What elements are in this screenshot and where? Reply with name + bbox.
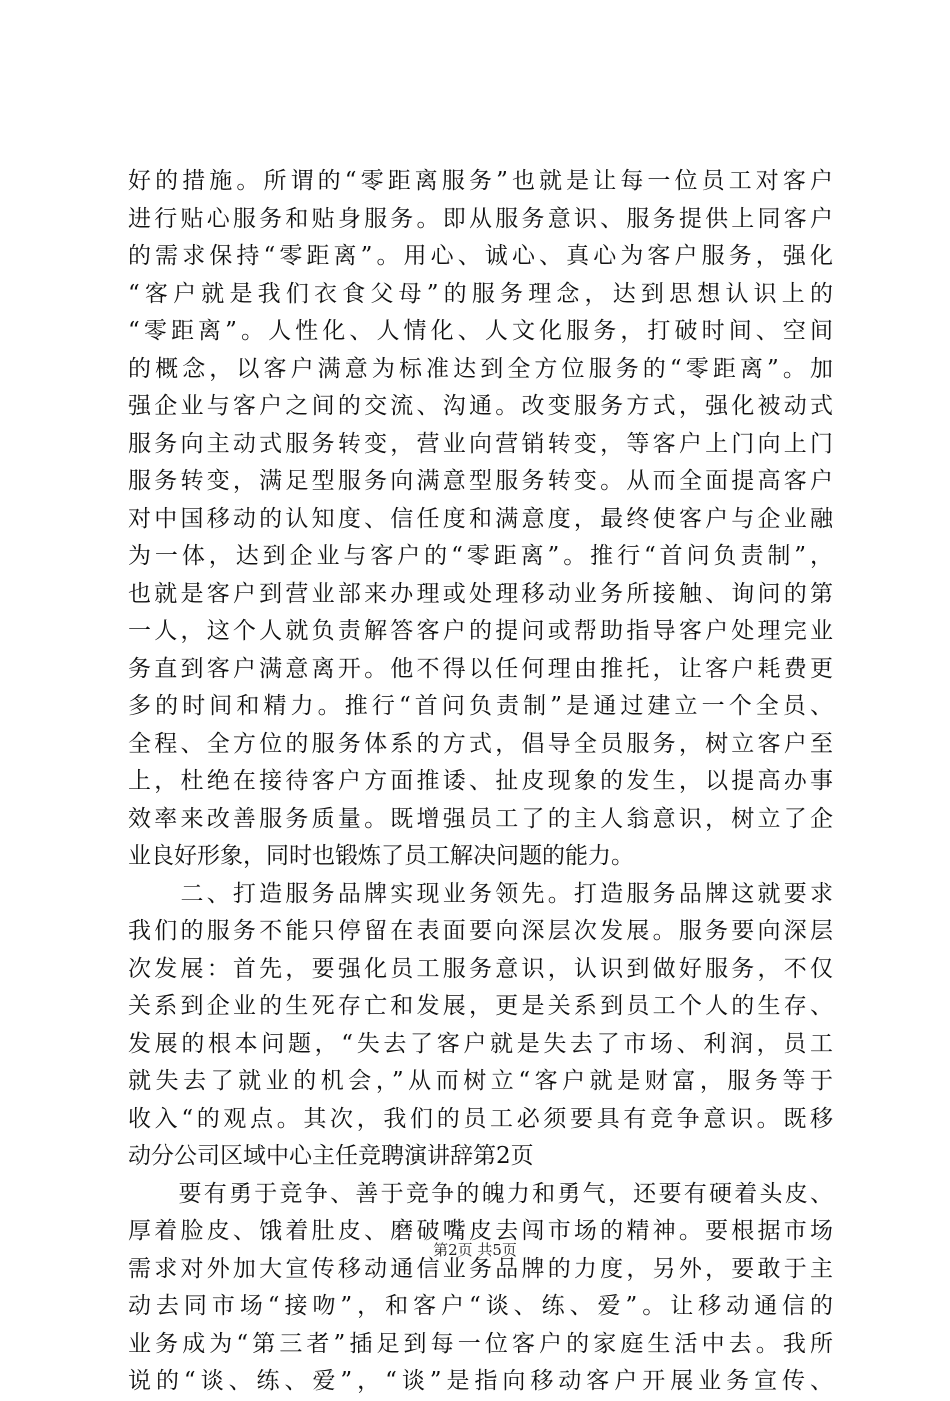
text-line: 对中国移动的认知度、信任度和满意度，最终使客户与企业融 — [128, 505, 833, 532]
text-line: “客户就是我们衣食父母”的服务理念，达到思想认识上的 — [128, 280, 833, 307]
text-line: 多的时间和精力。推行“首问负责制”是通过建立一个全员、 — [128, 693, 833, 719]
text-line: 进行贴心服务和贴身服务。即从服务意识、服务提供上同客户 — [128, 205, 833, 232]
text-line: 动分公司区域中心主任竞聘演讲辞第2页 — [128, 1143, 534, 1169]
text-line: 的概念，以客户满意为标准达到全方位服务的“零距离”。加 — [128, 355, 833, 382]
text-line: 效率来改善服务质量。既增强员工了的主人翁意识，树立了企 — [128, 805, 833, 832]
text-line: 动去同市场“接吻”，和客户“谈、练、爱”。让移动通信的 — [128, 1293, 833, 1319]
text-line: 说的“谈、练、爱”，“谈”是指向移动客户开展业务宣传、 — [128, 1368, 833, 1394]
text-line: 务直到客户满意离开。他不得以任何理由推托，让客户耗费更 — [128, 655, 833, 682]
text-line: 收入“的观点。其次，我们的员工必须要具有竞争意识。既移 — [128, 1105, 833, 1132]
page-footer: 第2页 共5页 — [433, 1241, 517, 1259]
text-line: 业务成为“第三者”插足到每一位客户的家庭生活中去。我所 — [128, 1330, 833, 1357]
body-text — [128, 163, 833, 1401]
text-line: 厚着脸皮、饿着肚皮、磨破嘴皮去闯市场的精神。要根据市场 — [128, 1218, 833, 1244]
text-line: 服务向主动式服务转变，营业向营销转变，等客户上门向上门 — [128, 430, 833, 457]
text-line: 全程、全方位的服务体系的方式，倡导全员服务，树立客户至 — [128, 730, 833, 757]
text-line: 服务转变，满足型服务向满意型服务转变。从而全面提高客户 — [128, 468, 833, 494]
text-line: 需求对外加大宣传移动通信业务品牌的力度，另外，要敢于主 — [128, 1255, 833, 1282]
text-line: 上，杜绝在接待客户方面推诿、扯皮现象的发生，以提高办事 — [128, 768, 833, 794]
text-line: 为一体，达到企业与客户的“零距离”。推行“首问负责制”， — [128, 543, 833, 569]
text-line: 我们的服务不能只停留在表面要向深层次发展。服务要向深层 — [128, 918, 833, 944]
text-line: “零距离”。人性化、人情化、人文化服务，打破时间、空间 — [128, 318, 833, 344]
text-line: 次发展：首先，要强化员工服务意识，认识到做好服务，不仅 — [128, 955, 833, 982]
text-line: 就失去了就业的机会，”从而树立“客户就是财富，服务等于 — [128, 1068, 833, 1094]
text-line: 要有勇于竞争、善于竞争的魄力和勇气，还要有硬着头皮、 — [128, 1180, 833, 1207]
text-line: 的需求保持“零距离”。用心、诚心、真心为客户服务，强化 — [128, 243, 833, 269]
text-line: 二、打造服务品牌实现业务领先。打造服务品牌这就要求 — [128, 880, 833, 907]
text-line: 关系到企业的生死存亡和发展，更是关系到员工个人的生存、 — [128, 993, 833, 1019]
text-line: 发展的根本问题，“失去了客户就是失去了市场、利润，员工 — [128, 1030, 833, 1057]
text-line: 好的措施。所谓的“零距离服务”也就是让每一位员工对客户 — [128, 168, 833, 194]
text-line: 也就是客户到营业部来办理或处理移动业务所接触、询问的第 — [128, 580, 833, 607]
text-line: 一人，这个人就负责解答客户的提问或帮助指导客户处理完业 — [128, 618, 833, 644]
text-line: 强企业与客户之间的交流、沟通。改变服务方式，强化被动式 — [128, 393, 833, 419]
text-line: 业良好形象，同时也锻炼了员工解决问题的能力。 — [128, 843, 634, 869]
